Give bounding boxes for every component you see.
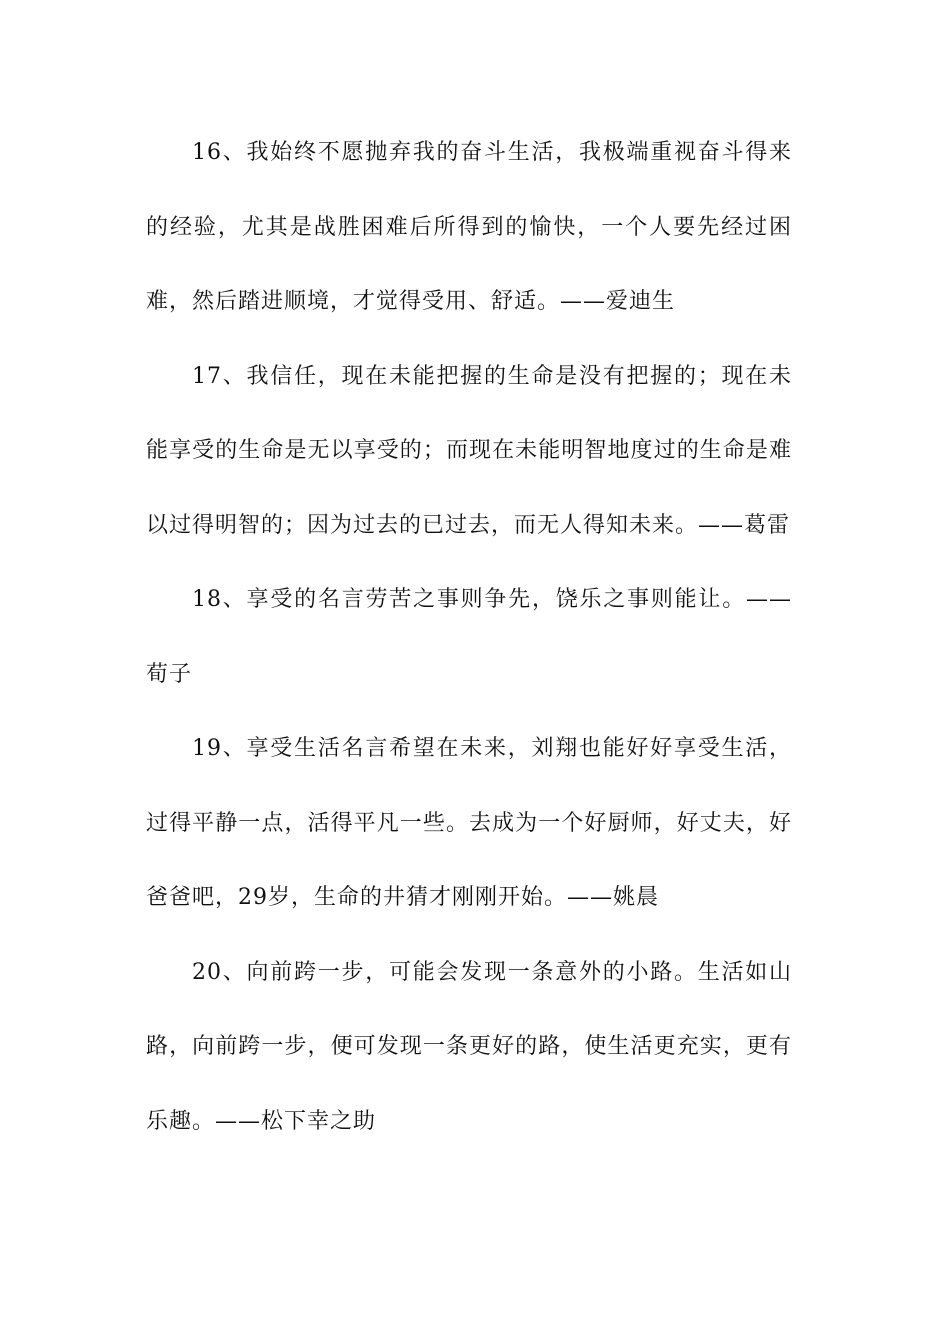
document-body: [146, 116, 792, 1159]
quote-paragraph-18: 18、享受的名言劳苦之事则争先，饶乐之事则能让。——荀子: [146, 587, 792, 687]
quote-paragraph-17: 17、我信任，现在未能把握的生命是没有把握的；现在未能享受的生命是无以享受的；而现在未能明智地度过的生命是难以过得明智的；因为过去的已过去，而无人得知未来。——葛雷: [146, 363, 792, 538]
quote-paragraph-16: 16、我始终不愿抛弃我的奋斗生活，我极端重视奋斗得来的经验，尤其是战胜困难后所得到的愉快，一个人要先经过困难，然后踏进顺境，才觉得受用、舒适。——爱迪生: [146, 140, 792, 314]
quote-paragraph-20: 20、向前跨一步，可能会发现一条意外的小路。生活如山路，向前跨一步，便可发现一条更好的路，使生活更充实，更有乐趣。——松下幸之助: [146, 959, 792, 1134]
quote-paragraph-19: 19、享受生活名言希望在未来，刘翔也能好好享受生活，过得平静一点，活得平凡一些。去成为一个好厨师，好丈夫，好爸爸吧，29岁，生命的井猜才刚刚开始。——姚晨: [146, 736, 792, 910]
